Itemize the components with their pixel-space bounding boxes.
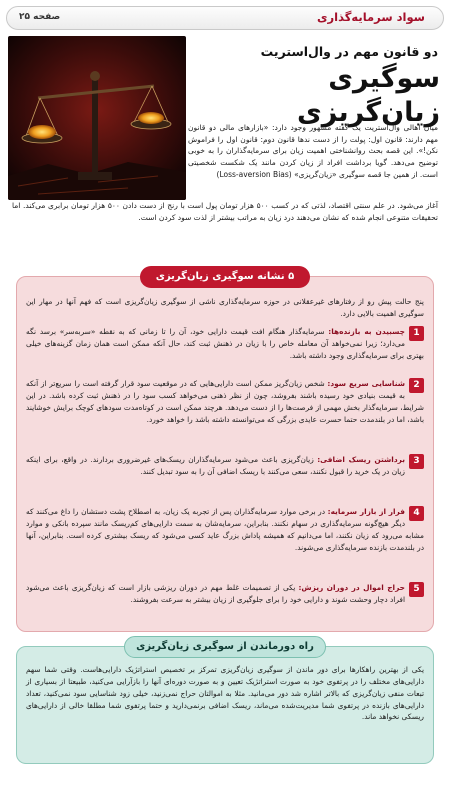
sign-item	[26, 506, 424, 553]
sign-item	[26, 454, 424, 478]
article-title: سوگیری زیان‌گریزی	[296, 63, 440, 128]
sign-label: برداشتن ریسک اضافی:	[317, 455, 405, 464]
sign-label: فرار از بازار سرمایه:	[327, 507, 405, 516]
sign-text: یکی از تصمیمات غلط مهم در دوران ریزشی بازار است که زیان‌گریزی باعث می‌شود افراد دچار وحشت شوند و دارایی خود را برای جلوگیری از زیان بیشتر به سرعت بفروشند.	[26, 583, 405, 604]
section-brand: سواد سرمایه‌گذاری	[317, 10, 425, 24]
sign-number: 4	[409, 506, 424, 521]
signs-heading: ۵ نشانه سوگیری زیان‌گریزی	[140, 266, 310, 288]
page-number: صفحه ۲۵	[19, 12, 61, 22]
sign-number: 5	[409, 582, 424, 597]
sign-number: 3	[409, 454, 424, 469]
sign-number: 2	[409, 378, 424, 393]
sign-label: چسبیدن به بازنده‌ها:	[328, 327, 405, 336]
intro-paragraph: میان اهالی وال‌استریت یک گفته مشهور وجود دارد: «بازارهای مالی دو قانون مهم دارند: قانون اول: پولت را از دست ندها قانون دوم: قانون اول را فراموش نکن!». این قصه بحث روانشناختی اهمیت زیان برای سرمایه‌گذاران را به خوبی توضیح می‌دهد. گویا برداشت افراد از زیان کردن مانند یک شکست شخصیتی است. از همین جا قصه سوگیری «زیان‌گریزی» (Loss-aversion Bias)	[188, 123, 438, 179]
sign-text: شخص زیان‌گریز ممکن است دارایی‌هایی که در موقعیت سود قرار گرفته است را سریع‌تر از آنکه به قیمت بنیادی خود رسیده باشند بفروشد، چون از نظر ذهنی می‌خواهد کسب سود را در ذهنش ثبت کرده باشد. در این شرایط، سرمایه‌گذار بخش مهمی از فرصت‌ها را از دست می‌دهد. هرچند ممکن است در کوتاه‌مدت سودهای کوچک برایش خوشایند باشد، اما در بلندمدت حتما حسرت عایدی بزرگی که می‌توانسته داشته باشد را خواهد خورد.	[26, 379, 424, 424]
scale-coins-illustration	[8, 36, 186, 200]
article-kicker: دو قانون مهم در وال‌استریت	[260, 44, 438, 59]
signs-lead: پنج حالت پیش رو از رفتارهای غیرعقلانی در حوزه سرمایه‌گذاری ناشی از سوگیری زیان‌گریزی است که فهم آنها در مهار این سوگیری اهمیت بالایی دارد.	[26, 297, 424, 318]
sign-item	[26, 582, 424, 606]
sign-label: شناسایی سریع سود:	[327, 379, 405, 388]
page-header-bar	[6, 6, 444, 30]
sign-text: زیان‌گریزی باعث می‌شود سرمایه‌گذاران ریسک‌های غیرضروری بردارند. در واقع، برای اینکه زیان در یک خرید را قبول نکنند، سعی می‌کنند با ریسک اضافی آن را به سود تبدیل کنند.	[26, 455, 405, 476]
balance-scale-icon	[8, 36, 186, 200]
remedy-text: یکی از بهترین راهکارها برای دور ماندن از سوگیری زیان‌گریزی تمرکز بر تخصیص استراتژیک دارایی‌هاست. وقتی شما سهم دارایی‌های مختلف را در پرتفوی خود به صورت استراتژیک تعیین و به صورت دوره‌ای آنها را بازآرایی می‌کنید، طبیعتا از بسیاری از تبعات منفی زیان‌گریزی که بالاتر اشاره شد دور می‌مانید. مثلا به اموالتان حراج نمی‌زنید، خیلی زود شناسایی سود نمی‌کنید، تعداد دارایی‌های بازنده در پرتفوی شما مدیریت‌شده می‌ماند، ریسک اضافی برنمی‌دارید و حتما پرتفوی شما مطلقا خالی از دارایی‌های ریسکی نخواهد ماند.	[26, 665, 424, 722]
sign-text: در برخی موارد سرمایه‌گذاران پس از تجربه یک زیان، به اصطلاح پشت دستشان را داغ می‌کنند که دیگر هیچ‌گونه سرمایه‌گذاری در سهام نکنند. بنابراین، سرمایه‌شان به سمت دارایی‌های کم‌ریسک مانند سپرده بانکی و موارد مشابه می‌رود که زیان نکنند، اما می‌دانیم که همیشه پاداش بزرگ عاید کسی می‌شود که ریسک بیشتری کرده است. بنابراین، آنها در بلندمدت بازنده سرمایه‌گذاری می‌شوند.	[26, 507, 424, 552]
intro-paragraph-continued: آغاز می‌شود. در علم سنتی اقتصاد، لذتی که در کسب ۵۰۰ هزار تومان پول است با رنج از دست دادن ۵۰۰ هزار تومان برابری می‌کند. اما تحقیقات متنوعی انجام شده که نشان می‌دهند درد زیان به مراتب بیشتر از لذت سود کردن است.	[12, 201, 438, 222]
sign-text: سرمایه‌گذار هنگام افت قیمت دارایی خود، آن را تا زمانی که به نقطه «سربه‌سر» برسد نگه می‌دارد؛ زیرا نمی‌خواهد آن معامله خاص را با زیان در ذهنش ثبت کند، حال آنکه ممکن است همان زمان گزینه‌های خیلی بهتری برای سرمایه‌گذاری وجود داشته باشد.	[26, 327, 424, 360]
sign-number: 1	[409, 326, 424, 341]
remedy-heading: راه دورماندن از سوگیری زیان‌گریزی	[124, 636, 326, 658]
sign-item	[26, 326, 424, 362]
sign-label: حراج اموال در دوران ریزش:	[298, 583, 405, 592]
sign-item	[26, 378, 424, 425]
